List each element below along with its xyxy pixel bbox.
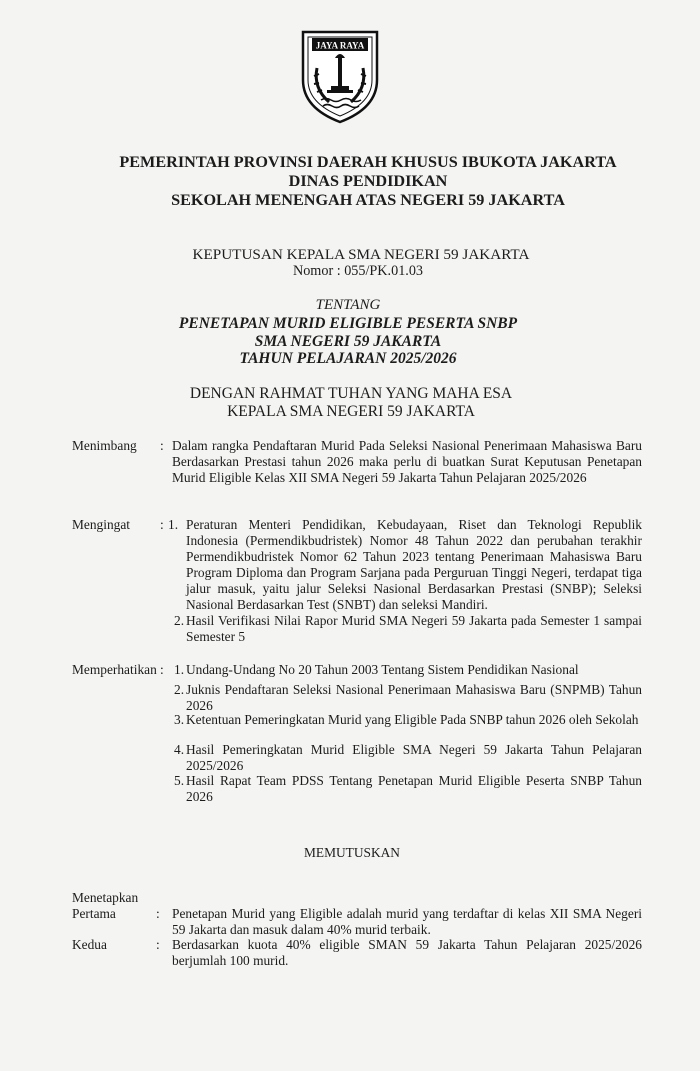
mengingat-label: Mengingat	[72, 517, 131, 532]
mengingat-item-text: Hasil Verifikasi Nilai Rapor Murid SMA Negeri 59 Jakarta pada Semester 1 sampai Semester 5	[186, 613, 642, 644]
pertama-label: Pertama	[72, 906, 116, 921]
decree-subject-line3: TAHUN PELAJARAN 2025/2026	[239, 350, 457, 367]
decree-subject-line2: SMA NEGERI 59 JAKARTA	[254, 333, 442, 350]
memperhatikan-item-text: Undang-Undang No 20 Tahun 2003 Tentang Sistem Pendidikan Nasional	[186, 662, 579, 677]
decree-title: KEPUTUSAN KEPALA SMA NEGERI 59 JAKARTA	[192, 246, 530, 263]
rahmat-line1: DENGAN RAHMAT TUHAN YANG MAHA ESA	[189, 385, 513, 402]
memperhatikan-item-text: Ketentuan Pemeringkatan Murid yang Eligible Pada SNBP tahun 2026 oleh Sekolah	[186, 712, 639, 727]
kedua-colon: :	[156, 937, 160, 952]
memperhatikan-item-number: 4.	[174, 742, 185, 757]
menetapkan-label: Menetapkan	[72, 890, 139, 905]
memutuskan-heading: MEMUTUSKAN	[304, 845, 400, 860]
memperhatikan-item-text: Hasil Rapat Team PDSS Tentang Penetapan Murid Eligible Peserta SNBP Tahun 2026	[186, 773, 642, 804]
menimbang-label: Menimbang	[72, 438, 137, 453]
header-department: DINAS PENDIDIKAN	[288, 172, 448, 190]
menimbang-text: Dalam rangka Pendaftaran Murid Pada Seleksi Nasional Penerimaan Mahasiswa Baru Berdasarkan Prestasi tahun 2026 maka perlu di buatkan Surat Keputusan Penetapan Murid Eligible Kelas XII SMA Negeri 59 Jakarta Tahun Pelajaran 2025/2026	[172, 438, 642, 485]
mengingat-item-number: 2.	[174, 613, 185, 628]
mengingat-colon: :	[160, 517, 164, 532]
menimbang-colon: :	[160, 438, 164, 453]
kedua-label: Kedua	[72, 937, 107, 952]
mengingat-item-text: Peraturan Menteri Pendidikan, Kebudayaan, Riset dan Teknologi Republik Indonesia (Permendikbudristek) Nomor 48 Tahun 2022 dan perubahan terakhir Permendikbudristek Nomor 62 Tahun 2023 tentang Penerimaan Mahasiswa Baru Program Diploma dan Program Sarjana pada Perguruan Tinggi Negeri, terdapat tiga jalur masuk, yaitu jalur Seleksi Nasional Berdasarkan Prestasi (SNBP); Seleksi Nasional Berdasarkan Test (SNBT) dan seleksi Mandiri.	[186, 517, 642, 612]
decree-tentang: TENTANG	[315, 297, 381, 313]
memperhatikan-item-number: 1.	[174, 662, 185, 677]
pertama-text: Penetapan Murid yang Eligible adalah murid yang terdaftar di kelas XII SMA Negeri 59 Jakarta dan masuk dalam 40% murid terbaik.	[172, 906, 642, 937]
header-government: PEMERINTAH PROVINSI DAERAH KHUSUS IBUKOTA JAKARTA	[119, 153, 617, 171]
pertama-colon: :	[156, 906, 160, 921]
memperhatikan-item-text: Juknis Pendaftaran Seleksi Nasional Penerimaan Mahasiswa Baru (SNPMB) Tahun 2026	[186, 682, 642, 713]
memperhatikan-item-number: 3.	[174, 712, 185, 727]
memperhatikan-label: Memperhatikan	[72, 662, 157, 677]
kedua-text: Berdasarkan kuota 40% eligible SMAN 59 Jakarta Tahun Pelajaran 2025/2026 berjumlah 100 murid.	[172, 937, 642, 968]
memperhatikan-item-number: 2.	[174, 682, 185, 697]
logo-banner-text: JAYA RAYA	[315, 40, 365, 51]
jakarta-coat-of-arms-logo	[299, 28, 381, 124]
rahmat-line2: KEPALA SMA NEGERI 59 JAKARTA	[227, 403, 475, 420]
mengingat-item-number: 1.	[168, 517, 179, 532]
memperhatikan-colon: :	[160, 662, 164, 677]
memperhatikan-item-number: 5.	[174, 773, 185, 788]
header-school: SEKOLAH MENENGAH ATAS NEGERI 59 JAKARTA	[171, 191, 565, 209]
decree-subject-line1: PENETAPAN MURID ELIGIBLE PESERTA SNBP	[178, 315, 518, 332]
decree-number: Nomor : 055/PK.01.03	[292, 263, 424, 279]
memperhatikan-item-text: Hasil Pemeringkatan Murid Eligible SMA Negeri 59 Jakarta Tahun Pelajaran 2025/2026	[186, 742, 642, 773]
